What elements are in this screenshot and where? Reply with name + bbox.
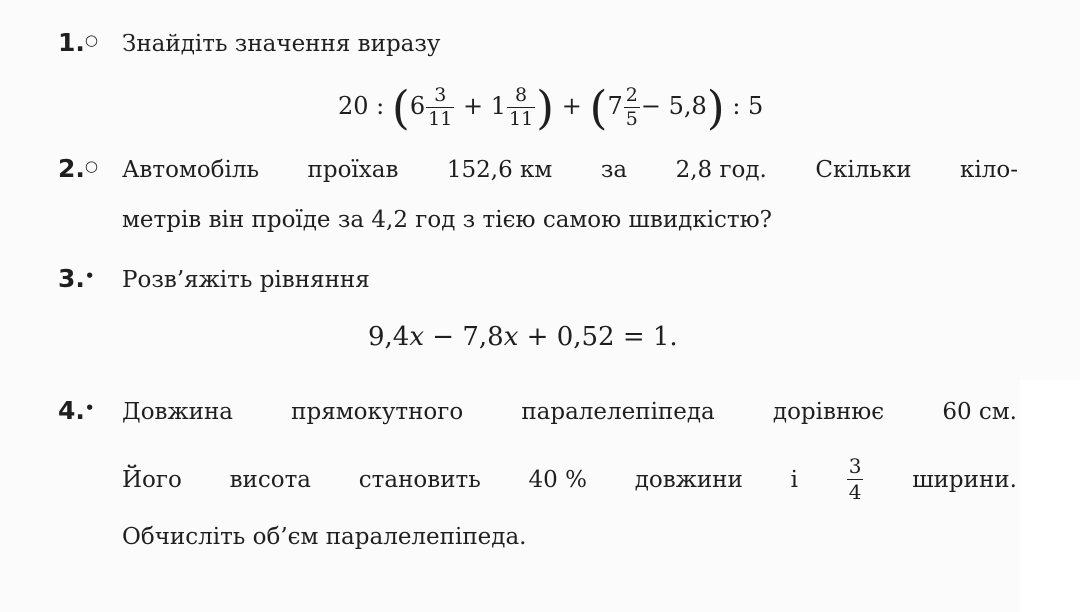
problem-2-line-2: метрів він проїде за 4,2 год з тією самою швидкістю? <box>122 207 773 233</box>
problem-4-line-2: Його висота становить 40 % довжини і $\frac{3}{4}$ ширини. <box>122 454 1017 504</box>
page-edge <box>1020 380 1080 612</box>
fraction: $\frac{2}{5}$ <box>625 84 638 130</box>
problem-4-number: 4.• <box>58 396 95 425</box>
problem-1-text: Знайдіть значення виразу <box>122 31 441 57</box>
problem-2-number: 2.○ <box>58 154 98 183</box>
fraction: $\frac{3}{11}$ <box>428 84 453 130</box>
fraction: $\frac{8}{11}$ <box>508 84 534 130</box>
problem-3-number: 3.• <box>58 264 95 293</box>
fraction-three-quarters: $\frac{3}{4}$ <box>848 454 862 504</box>
problem-4-line-3: Обчисліть об’єм паралелепіпеда. <box>122 524 527 550</box>
problem-1-number: 1.○ <box>58 28 98 57</box>
problem-3-equation: 9,4x − 7,8x + 0,52 = 1. <box>368 322 678 352</box>
problem-4-line-1: Довжина прямокутного паралелепіпеда дорівнює 60 см. <box>122 399 1017 425</box>
problem-1-expression: 20 : (6 $\frac{3}{11}$ + 1 $\frac{8}{11}$ ) + (7 $\frac{2}{5}$ − 5,8) : 5 <box>338 80 764 135</box>
problem-3-text: Розв’яжіть рівняння <box>122 267 370 293</box>
problem-2-line-1: Автомобіль проїхав 152,6 км за 2,8 год. Скільки кіло- <box>122 157 1018 183</box>
